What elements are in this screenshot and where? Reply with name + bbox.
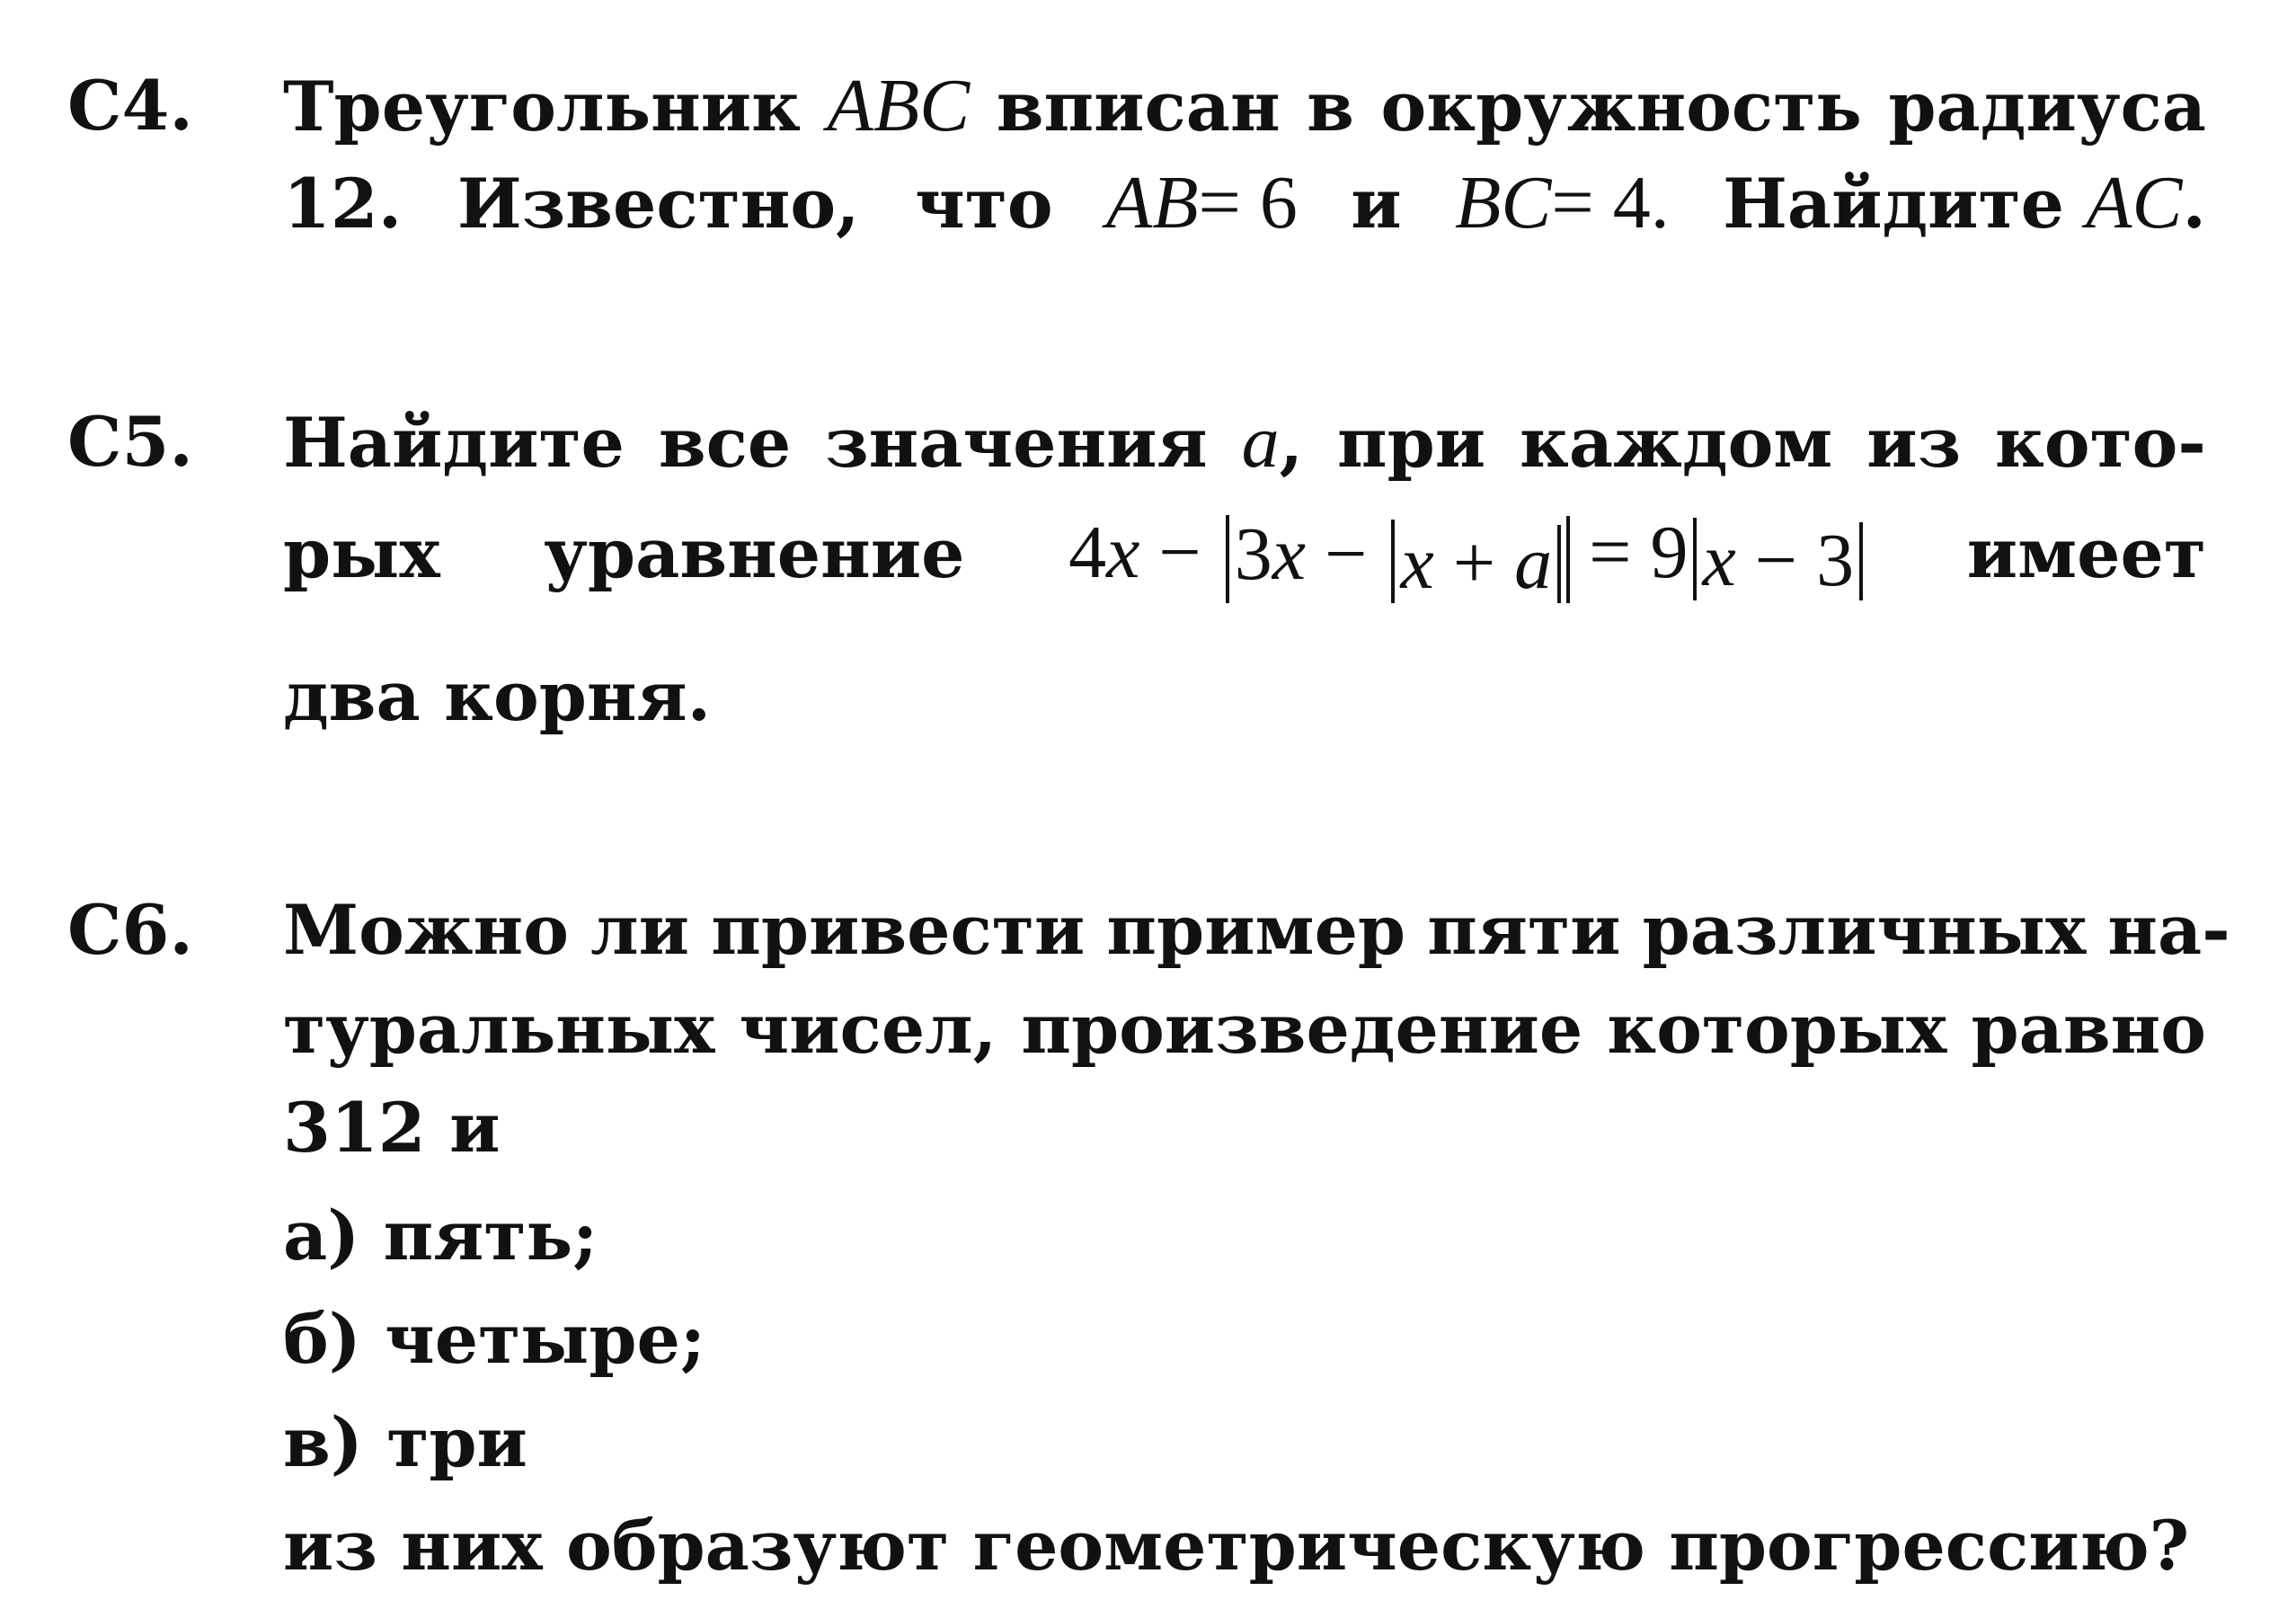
- math-abc: ABC: [827, 64, 971, 147]
- problem-c6-option-a: а) пять;: [283, 1196, 598, 1276]
- problem-c6-line-1: Можно ли привести пример пяти различных на-: [283, 890, 2230, 970]
- problem-number-c5: С5.: [67, 402, 193, 482]
- problem-number-c4: С4.: [67, 66, 193, 146]
- problem-c4-line-2: 12. Известно, что AB= 6 и BC= 4. Найдите AC.: [283, 158, 2206, 249]
- math-ac: AC: [2086, 161, 2183, 244]
- problem-c6-option-c: в) три: [283, 1402, 527, 1482]
- right-abs-value: x − 3: [1693, 518, 1863, 601]
- outer-abs-value: 3x − x + a: [1226, 515, 1570, 602]
- problem-c6-last-line: из них образуют геометрическую прогрессию?: [283, 1506, 2190, 1586]
- problem-number-c6: С6.: [67, 890, 193, 970]
- math-a: a: [1241, 400, 1280, 484]
- math-ab-eq: AB= 6: [1105, 161, 1298, 244]
- problem-c4-line-1: Треугольник ABC вписан в окружность радиуса: [283, 64, 2206, 147]
- problem-c6-line-3: 312 и: [283, 1088, 501, 1168]
- math-bc-eq: BC= 4.: [1455, 161, 1670, 244]
- problem-c5-line-1: Найдите все значения a, при каждом из кото-: [283, 400, 2206, 484]
- problem-c5-line-3: два корня.: [283, 656, 712, 736]
- problem-c6-option-b: б) четыре;: [283, 1299, 705, 1379]
- problem-c5-line-2: рых уравнение 4x − 3x − x + a = 9 x − 3 имеет: [283, 508, 2206, 603]
- inner-abs-value: x + a: [1391, 520, 1561, 603]
- math-equation: 4x − 3x − x + a = 9 x − 3: [1068, 508, 1863, 603]
- problem-c6-line-2: туральных чисел, произведение которых равно: [283, 989, 2206, 1069]
